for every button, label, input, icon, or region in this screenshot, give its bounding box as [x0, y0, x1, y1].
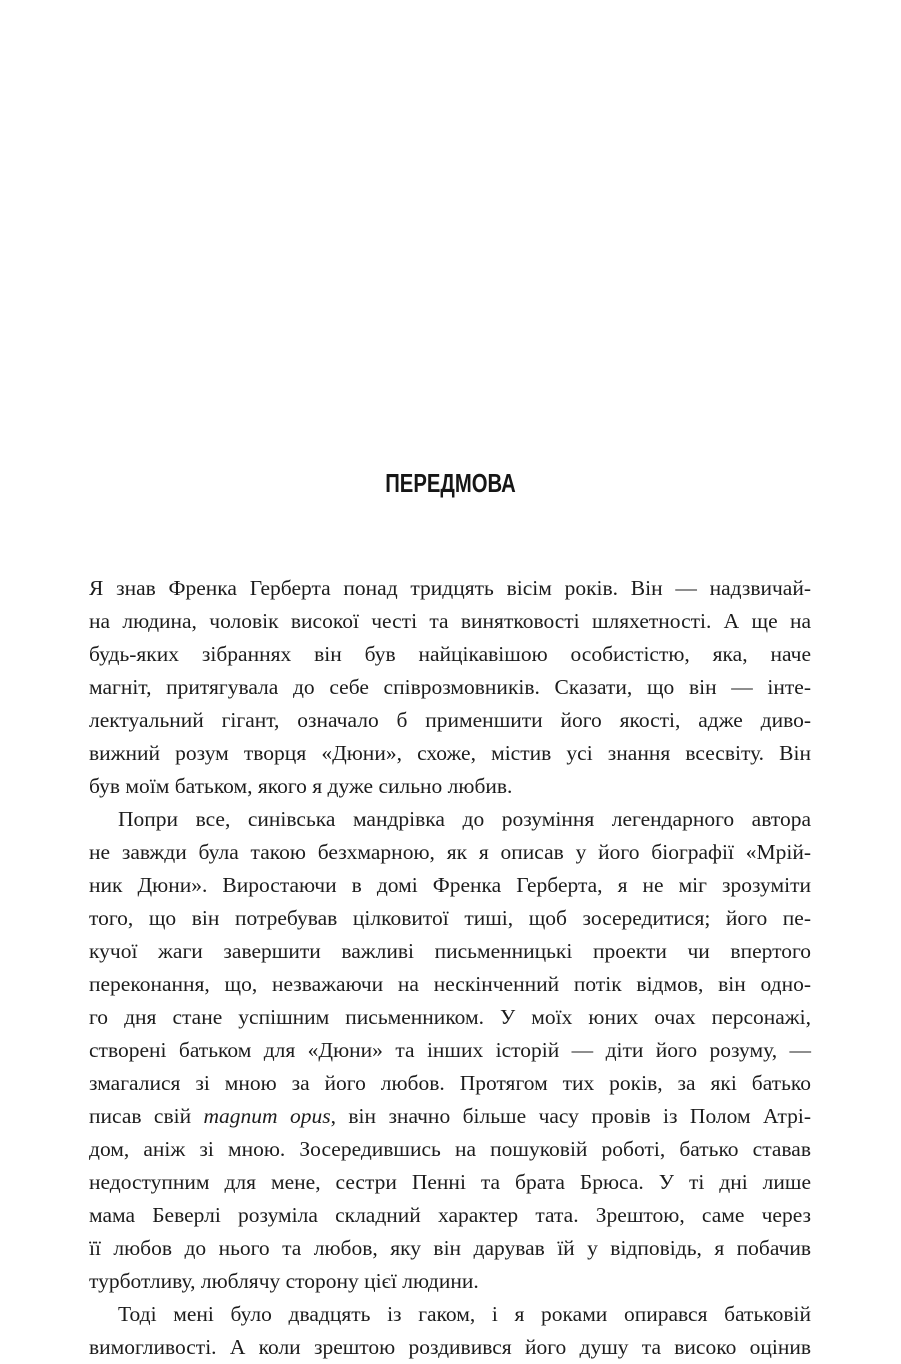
paragraph-2-line-3: ник Дюни». Виростаючи в домі Френка Герберта, я не міг зрозуміти [89, 873, 811, 897]
paragraph-1-line-2: на людина, чоловік високої честі та винятковості шляхетності. А ще на [89, 609, 811, 633]
paragraph-2-line-4: того, що він потребував цілковитої тиші, щоб зосередитися; його пе- [89, 906, 811, 930]
paragraph-1-line-5: лектуальний гігант, означало б применшити його якості, адже диво- [89, 708, 811, 732]
paragraph-3-line-1: Тоді мені було двадцять із гаком, і я роками опирався батьковій [118, 1302, 811, 1326]
paragraph-2-line-13: мама Беверлі розуміла складний характер тата. Зрештою, саме через [89, 1203, 811, 1227]
paragraph-2-line-12: недоступним для мене, сестри Пенні та брата Брюса. У ті дні лише [89, 1170, 811, 1194]
paragraph-2-line-5: кучої жаги завершити важливі письменницькі проекти чи впертого [89, 939, 811, 963]
paragraph-2-line-9: змагалися зі мною за його любов. Протягом тих років, за які батько [89, 1071, 811, 1095]
paragraph-2-line-7: го дня стане успішним письменником. У моїх юних очах персонажі, [89, 1005, 811, 1029]
paragraph-1-line-7: був моїм батьком, якого я дуже сильно любив. [89, 774, 513, 798]
paragraph-1-line-6: вижний розум творця «Дюни», схоже, містив усі знання всесвіту. Він [89, 741, 811, 765]
paragraph-1-line-3: будь-яких зібраннях він був найцікавішою особистістю, яка, наче [89, 642, 811, 666]
paragraph-2-line-2: не завжди була такою безхмарною, як я описав у його біографії «Мрій- [89, 840, 811, 864]
paragraph-1-line-4: магніт, притягувала до себе співрозмовників. Сказати, що він — інте- [89, 675, 811, 699]
italic-phrase: magnum opus [203, 1104, 331, 1128]
paragraph-2-line-6: переконання, що, незважаючи на нескінченний потік відмов, він одно- [89, 972, 811, 996]
paragraph-2-line-8: створені батьком для «Дюни» та інших історій — діти його розуму, — [89, 1038, 811, 1062]
paragraph-2-line-11: дом, аніж зі мною. Зосередившись на пошуковій роботі, батько ставав [89, 1137, 811, 1161]
chapter-title: ПЕРЕДМОВА [385, 468, 516, 498]
paragraph-2-line-14: її любов до нього та любов, яку він дарував їй у відповідь, я побачив [89, 1236, 811, 1260]
paragraph-3-line-2: вимогливості. А коли зрештою роздивився його душу та високо оцінив [89, 1335, 811, 1359]
paragraph-2-line-10: писав свій magnum opus, він значно більше часу провів із Полом Атрі- [89, 1104, 811, 1128]
body-text [89, 572, 811, 1364]
paragraph-2-line-1: Попри все, синівська мандрівка до розуміння легендарного автора [118, 807, 811, 831]
paragraph-1-line-1: Я знав Френка Герберта понад тридцять вісім років. Він — надзвичай- [89, 576, 811, 600]
paragraph-2-line-15: турботливу, люблячу сторону цієї людини. [89, 1269, 479, 1293]
